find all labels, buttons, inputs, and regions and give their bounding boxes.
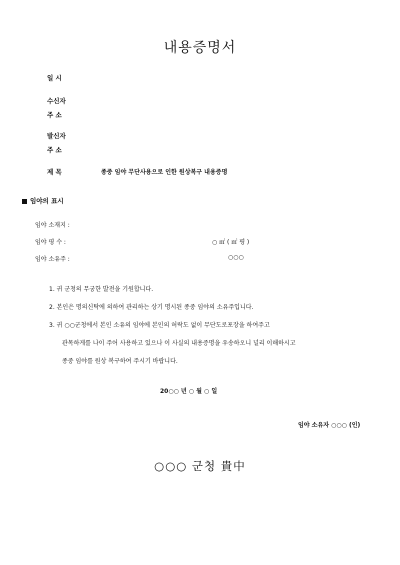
owner-label: 임야 소유주 : — [35, 256, 70, 263]
subject-value: 종중 임야 무단사용으로 인한 원상복구 내용증명 — [101, 169, 228, 176]
subject-label: 제 목 — [47, 168, 62, 176]
recipient-address-label: 주 소 — [47, 111, 62, 119]
paragraph-3-line-2: 관목하게를 나이 주어 사용하고 있으나 이 사실의 내용증명을 우송하오니 널리 이해하시고 — [62, 340, 296, 347]
sender-address-label: 주 소 — [47, 146, 62, 154]
addressee-footer: ○○○ 군청 貴中 — [154, 459, 246, 473]
paragraph-3-line-3: 종중 임야를 원상 복구하여 주시기 바랍니다. — [62, 358, 178, 365]
paragraph-3-line-1: 3. 귀 ○○군청에서 본인 소유의 임야에 본인의 허락도 없이 무단도로포장을 하여주고 — [49, 322, 270, 329]
recipient-label: 수신자 — [47, 97, 66, 105]
parcel-label: 임야 평 수 : — [35, 239, 66, 246]
date-line: 20○○ 년 ○ 월 ○ 일 — [160, 388, 218, 395]
section-heading — [22, 196, 64, 205]
owner-value: ○○○ — [228, 254, 244, 261]
date-label: 일 시 — [47, 74, 62, 82]
paragraph-1: 1. 귀 군청의 무궁한 발전을 기원합니다. — [49, 286, 154, 293]
section-heading-text: 임야의 표시 — [30, 197, 64, 205]
signature-line: 임야 소유자 ○○○ (인) — [298, 422, 361, 429]
square-bullet-icon — [22, 199, 27, 204]
sender-label: 발신자 — [47, 132, 66, 140]
location-label: 임야 소재지 : — [35, 222, 70, 229]
paragraph-2: 2. 본인은 명의신탁에 의하여 관리하는 상기 명시된 종중 임야의 소유주입니다. — [49, 304, 254, 311]
document-title: 내용증명서 — [163, 40, 237, 56]
parcel-value: ○ ㎡ ( ㎡ 평 ) — [212, 239, 250, 246]
